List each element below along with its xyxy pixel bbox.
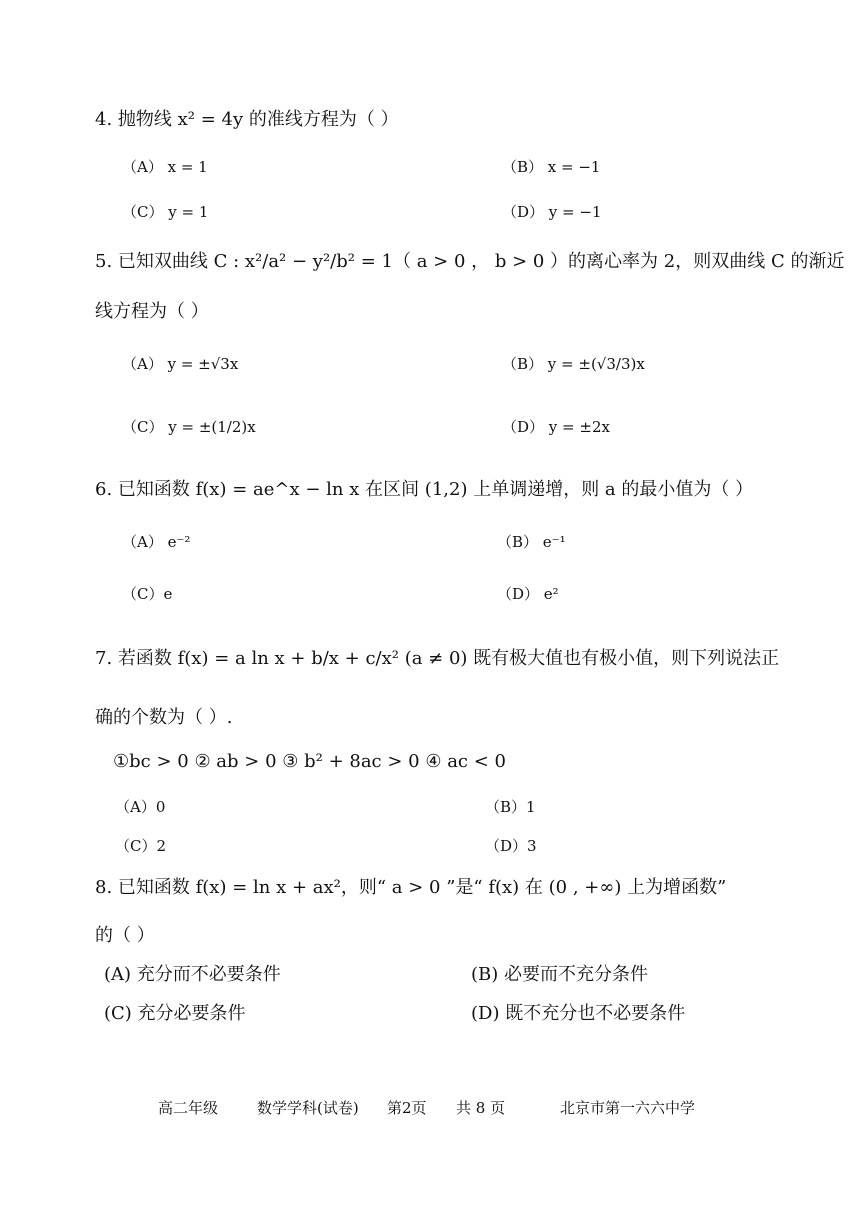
question-4-stem: 4. 抛物线 x² = 4y 的准线方程为（ ） xyxy=(95,109,399,130)
footer-grade: 高二年级 xyxy=(158,1099,219,1117)
question-7-option-c: （C）2 xyxy=(115,837,167,855)
question-5-option-c: （C） y = ±(1/2)x xyxy=(122,418,256,436)
question-7-option-d: （D）3 xyxy=(485,837,537,855)
question-6-stem: 6. 已知函数 f(x) = ae^x − ln x 在区间 (1,2) 上单调递增，则 a 的最小值为（ ） xyxy=(95,479,754,500)
question-6-option-b: （B） e⁻¹ xyxy=(497,533,566,551)
footer-total-pages: 共 8 页 xyxy=(456,1099,506,1117)
question-8-stem-line1: 8. 已知函数 f(x) = ln x + ax²，则“ a > 0 ”是“ f(x) 在 (0 , +∞) 上为增函数” xyxy=(95,877,727,898)
footer-school: 北京市第一六六中学 xyxy=(560,1099,696,1117)
footer-page-number: 第2页 xyxy=(387,1099,427,1117)
question-5-option-b: （B） y = ±(√3/3)x xyxy=(502,355,645,373)
question-5-stem-line2: 线方程为（ ） xyxy=(95,301,209,322)
question-7-option-b: （B）1 xyxy=(485,798,536,816)
question-4-option-a: （A） x = 1 xyxy=(122,158,208,176)
question-5-stem-line1: 5. 已知双曲线 C : x²/a² − y²/b² = 1（ a > 0 ， b > 0 ）的离心率为 2，则双曲线 C 的渐近 xyxy=(95,251,845,272)
question-5-option-a: （A） y = ±√3x xyxy=(122,355,239,373)
question-6-option-c: （C）e xyxy=(122,585,173,603)
question-8-option-a: (A) 充分而不必要条件 xyxy=(104,964,281,985)
question-4-option-c: （C） y = 1 xyxy=(122,203,209,221)
question-6-option-d: （D） e² xyxy=(497,585,559,603)
question-8-stem-line2: 的（ ） xyxy=(95,925,155,946)
question-8-option-c: (C) 充分必要条件 xyxy=(104,1003,246,1024)
question-4-option-d: （D） y = −1 xyxy=(502,203,602,221)
question-6-option-a: （A） e⁻² xyxy=(122,533,191,551)
question-8-option-d: (D) 既不充分也不必要条件 xyxy=(471,1003,686,1024)
question-8-option-b: (B) 必要而不充分条件 xyxy=(471,964,648,985)
question-7-stem-line1: 7. 若函数 f(x) = a ln x + b/x + c/x² (a ≠ 0) 既有极大值也有极小值，则下列说法正 xyxy=(95,648,780,669)
question-5-option-d: （D） y = ±2x xyxy=(502,418,610,436)
question-7-statements: ①bc > 0 ② ab > 0 ③ b² + 8ac > 0 ④ ac < 0 xyxy=(113,751,506,772)
question-7-option-a: （A）0 xyxy=(115,798,166,816)
footer-subject: 数学学科(试卷) xyxy=(257,1099,359,1117)
question-4-option-b: （B） x = −1 xyxy=(502,158,601,176)
question-7-stem-line2: 确的个数为（ ）. xyxy=(95,707,233,728)
